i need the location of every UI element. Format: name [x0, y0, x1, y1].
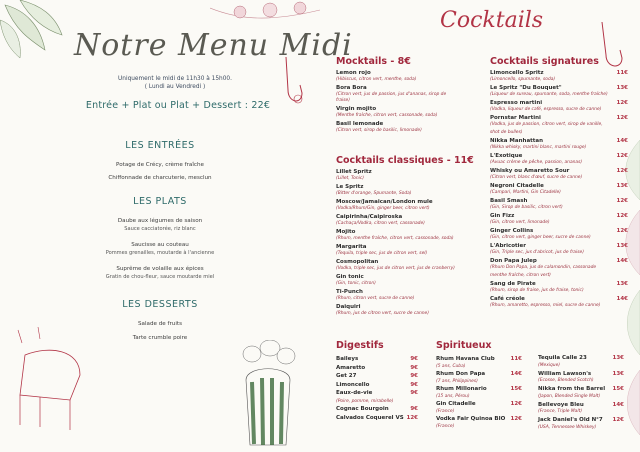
signature-price: 14€ [616, 296, 628, 302]
signature-name: Limoncello Spritz [490, 70, 544, 76]
signature-desc: (Gin, citron vert, limonade) [490, 220, 550, 225]
hours-text: Uniquement le midi de 11h30 à 15h00. [118, 76, 232, 82]
classique-desc: (Vodka/Rhum/Gin, ginger beer, citron vert) [336, 206, 430, 211]
signature-name: L'Abricotier [490, 243, 526, 249]
signature-price: 12€ [616, 198, 628, 204]
mocktail-desc: (Menthe fraîche, citron vert, cassonade, soda) [336, 113, 438, 118]
dessert-item: Salade de fruits [138, 321, 182, 327]
spiritueux-price: 14€ [612, 401, 624, 408]
signature-name: Sang de Pirate [490, 281, 536, 287]
spiritueux-price: 14€ [510, 371, 522, 377]
classique-name: Le Spritz [336, 184, 364, 190]
signature-price: 12€ [616, 100, 628, 106]
digestif-price: 9€ [410, 390, 418, 397]
cocktails-title: Cocktails [440, 8, 544, 33]
spiritueux-price: 12€ [612, 417, 624, 423]
mocktail-desc: fraise) [336, 98, 350, 103]
signature-desc: (Nikka whisky, martini blanc, martini rouge) [490, 145, 587, 150]
spiritueux-price: 12€ [510, 401, 522, 407]
signature-name: L'Exotique [490, 153, 523, 159]
digestif-name: Eaux-de-vie [336, 390, 373, 397]
spiritueux-name: Jack Daniel's Old N°7 [538, 417, 603, 423]
signature-desc: (Gin, Triple sec, jus d'abricot, jus de fraise) [490, 250, 584, 255]
signature-name: Don Papa Julep [490, 258, 537, 264]
digestif-name: Get 27 [336, 373, 357, 380]
spiritueux-name: Rhum Don Papa [436, 371, 486, 377]
dessert-item: Tarte crumble poire [132, 335, 188, 341]
mocktail-name: Bora Bora [336, 85, 367, 91]
desserts-heading: LES DESSERTS [122, 299, 198, 310]
signature-name: Nikka Manhattan [490, 138, 544, 144]
signature-name: Basil Smash [490, 198, 528, 204]
signature-desc: (Avuac crème de pêche, passion, ananas) [490, 160, 583, 165]
spiritueux-name: Tequila Calle 23 [538, 355, 587, 361]
plat-desc: Pommes grenailles, moutarde à l'ancienne [105, 250, 215, 256]
digestifs-heading: Digestifs [336, 340, 384, 351]
digestif-name: Baileys [336, 356, 359, 362]
spiritueux-name: Gin Citadelle [436, 401, 476, 407]
spiritueux-name: Rhum Havana Club [436, 356, 495, 362]
spiritueux-price: 12€ [510, 416, 522, 422]
menu-title: Notre Menu Midi [74, 28, 353, 63]
digestif-price: 9€ [410, 364, 418, 371]
signature-desc: (Rhum, amaretto, espresso, miel, sucre de canne) [490, 303, 601, 308]
spiritueux-price: 13€ [612, 370, 624, 377]
signature-price: 14€ [616, 258, 628, 264]
classique-desc: (Cachaça/Vodka, citron vert, cassonade) [336, 221, 425, 226]
classique-desc: (Lillet, Tonic) [336, 176, 364, 181]
spiritueux-name: Vodka Fair Quinoa BIO [436, 416, 506, 422]
spiritueux-desc: (5 ans, Cuba) [436, 364, 466, 369]
digestif-name: Amaretto [336, 364, 366, 371]
digestif-name: Calvados Coquerel VS [336, 414, 404, 421]
mocktail-desc: (Citron vert, sirop de basilic, limonade) [336, 128, 422, 133]
classiques-heading: Cocktails classiques - 11€ [336, 155, 474, 166]
entree-item: Chiffonnade de charcuterie, mesclun [108, 175, 212, 181]
spiritueux-price: 15€ [510, 386, 522, 392]
signature-price: 12€ [616, 153, 628, 159]
spiritueux-price: 15€ [612, 386, 624, 392]
spiritueux-heading: Spiritueux [436, 340, 492, 351]
digestif-price: 9€ [410, 373, 418, 380]
signature-desc: (Limoncello, spumante, soda) [490, 77, 556, 82]
signatures-heading: Cocktails signatures [490, 56, 599, 67]
spiritueux-name: Nikka from the Barrel [538, 386, 606, 392]
signature-name: Whisky ou Amaretto Sour [490, 168, 570, 174]
classique-desc: (Rhum, citron vert, sucre de canne) [336, 296, 415, 301]
signature-desc: (Gin, Sirop de basilic, citron vert) [490, 205, 563, 210]
spiritueux-price: 11€ [510, 356, 522, 362]
digestif-desc: (Poire, pomme, mirabelle) [336, 399, 394, 404]
classique-name: Cosmopolitan [336, 259, 379, 265]
signature-desc: (Rhum Don Papa, jus de calamondin, cassonade [490, 265, 597, 270]
signature-price: 12€ [616, 213, 628, 219]
signature-price: 13€ [616, 281, 628, 287]
spiritueux-desc: (France, Triple Malt) [538, 409, 583, 414]
signature-desc: menthe fraîche, citron vert) [490, 273, 551, 278]
signature-name: Café créole [490, 296, 525, 302]
classique-name: Moscow/Jamaican/London mule [336, 199, 433, 205]
spiritueux-name: William Lawson's [538, 370, 592, 377]
digestif-name: Limoncello [336, 381, 370, 388]
signature-name: Le Spritz "Du Bouquet" [490, 85, 562, 91]
digestif-price: 9€ [410, 381, 418, 388]
classique-name: Gin tonic [336, 274, 364, 280]
signature-desc: (Campari, Martini, Gin Citadelle) [490, 190, 561, 195]
classique-name: Ti-Punch [336, 289, 363, 295]
classique-name: Caipirinha/Caipiroska [336, 214, 403, 220]
digestif-name: Cognac Bourgoin [336, 406, 389, 412]
spiritueux-desc: (Ecosse, Blended Scotch) [538, 378, 594, 383]
signature-price: 13€ [616, 183, 628, 189]
classique-desc: (Vodka, triple sec, jus de citron vert, jus de cranberry) [336, 266, 455, 271]
signature-desc: shot de bulles) [490, 130, 523, 135]
spiritueux-desc: (USA, Tennessee Whiskey) [538, 424, 597, 430]
signature-name: Gin Fizz [490, 213, 515, 219]
digestif-price: 12€ [406, 414, 418, 421]
signature-desc: (Rhum, sirop de fraise, jus de fraise, tonic) [490, 288, 584, 293]
plats-heading: LES PLATS [133, 196, 187, 207]
saxophone-icon-right [594, 20, 632, 75]
signature-name: Espresso martini [490, 100, 543, 106]
signature-price: 12€ [616, 228, 628, 234]
signature-name: Pornstar Martini [490, 115, 541, 121]
spiritueux-name: Rhum Millonario [436, 386, 487, 392]
signature-desc: (Vodka, liqueur de café, espresso, sucre de canne) [490, 107, 602, 112]
digestif-price: 9€ [410, 356, 418, 362]
classique-name: Margarita [336, 244, 367, 250]
spiritueux-desc: (15 ans, Pérou) [436, 394, 470, 399]
spiritueux-name: Bellevoye Bleu [538, 401, 584, 408]
classique-desc: (Rhum, menthe fraîche, citron vert, cassonade, soda) [336, 236, 454, 241]
classique-name: Mojito [336, 229, 356, 235]
formula-price: Entrée + Plat ou Plat + Dessert : 22€ [85, 100, 271, 111]
signature-price: 14€ [616, 138, 628, 144]
plat-name: Suprême de volaille aux épices [116, 266, 204, 272]
signature-price: 12€ [616, 168, 628, 174]
signature-price: 13€ [616, 243, 628, 249]
mocktail-desc: (Hibiscus, citron vert, menthe, soda) [336, 77, 417, 82]
spiritueux-desc: (France) [436, 424, 455, 429]
signature-desc: (Liqueur de sureau, spumante, soda, menthe fraîche) [490, 92, 608, 97]
signature-price: 13€ [616, 85, 628, 91]
signature-name: Negroni Citadelle [490, 183, 544, 189]
plat-desc: Sauce cacciatorée, riz blanc [124, 226, 196, 232]
spiritueux-desc: (Mexique) [538, 362, 561, 368]
spiritueux-desc: (Japon, Blended Single Malt) [538, 393, 601, 399]
spiritueux-desc: (France) [436, 409, 455, 414]
classique-desc: (Tequila, triple sec, jus de citron vert, sel) [336, 251, 428, 256]
classique-name: Daiquiri [336, 304, 361, 310]
classique-desc: (Gin, tonic, citron) [336, 281, 376, 286]
days-text: ( Lundi au Vendredi ) [144, 84, 206, 90]
signature-desc: (Gin, citron vert, ginger beer, sucre de canne) [490, 235, 591, 240]
signature-price: 12€ [616, 115, 628, 121]
classique-name: Lillet Spritz [336, 169, 372, 175]
mocktail-desc: (Citron vert, jus de passion, jus d'ananas, sirop de [336, 92, 447, 97]
mocktails-heading: Mocktails - 8€ [336, 56, 411, 67]
spiritueux-desc: (7 ans, Philippines) [436, 379, 478, 384]
plat-desc: Gratin de chou-fleur, sauce moutarde miel [105, 274, 215, 280]
classique-desc: (Bitter d'orange, Spumante, Soda) [336, 191, 412, 196]
signature-price: 11€ [616, 70, 628, 76]
mocktail-name: Virgin mojito [336, 106, 377, 112]
spiritueux-price: 13€ [612, 355, 624, 361]
entree-item: Potage de Crécy, crème fraîche [116, 162, 204, 168]
signature-name: Ginger Collins [490, 228, 534, 234]
entrees-heading: LES ENTRÉES [125, 140, 195, 151]
plat-name: Daube aux légumes de saison [117, 218, 203, 224]
signature-desc: (Citron vert, blanc d'œuf, sucre de canne) [490, 175, 583, 180]
classique-desc: (Rhum, jus de citron vert, sucre de canne) [336, 311, 429, 316]
mocktail-name: Lemon rojo [336, 70, 371, 76]
digestif-price: 9€ [410, 406, 418, 412]
signature-desc: (Vodka, jus de passion, citron vert, sirop de vanille, [490, 122, 603, 127]
mocktail-name: Basil lemonade [336, 121, 384, 127]
plat-name: Saucisse au couteau [131, 242, 189, 248]
